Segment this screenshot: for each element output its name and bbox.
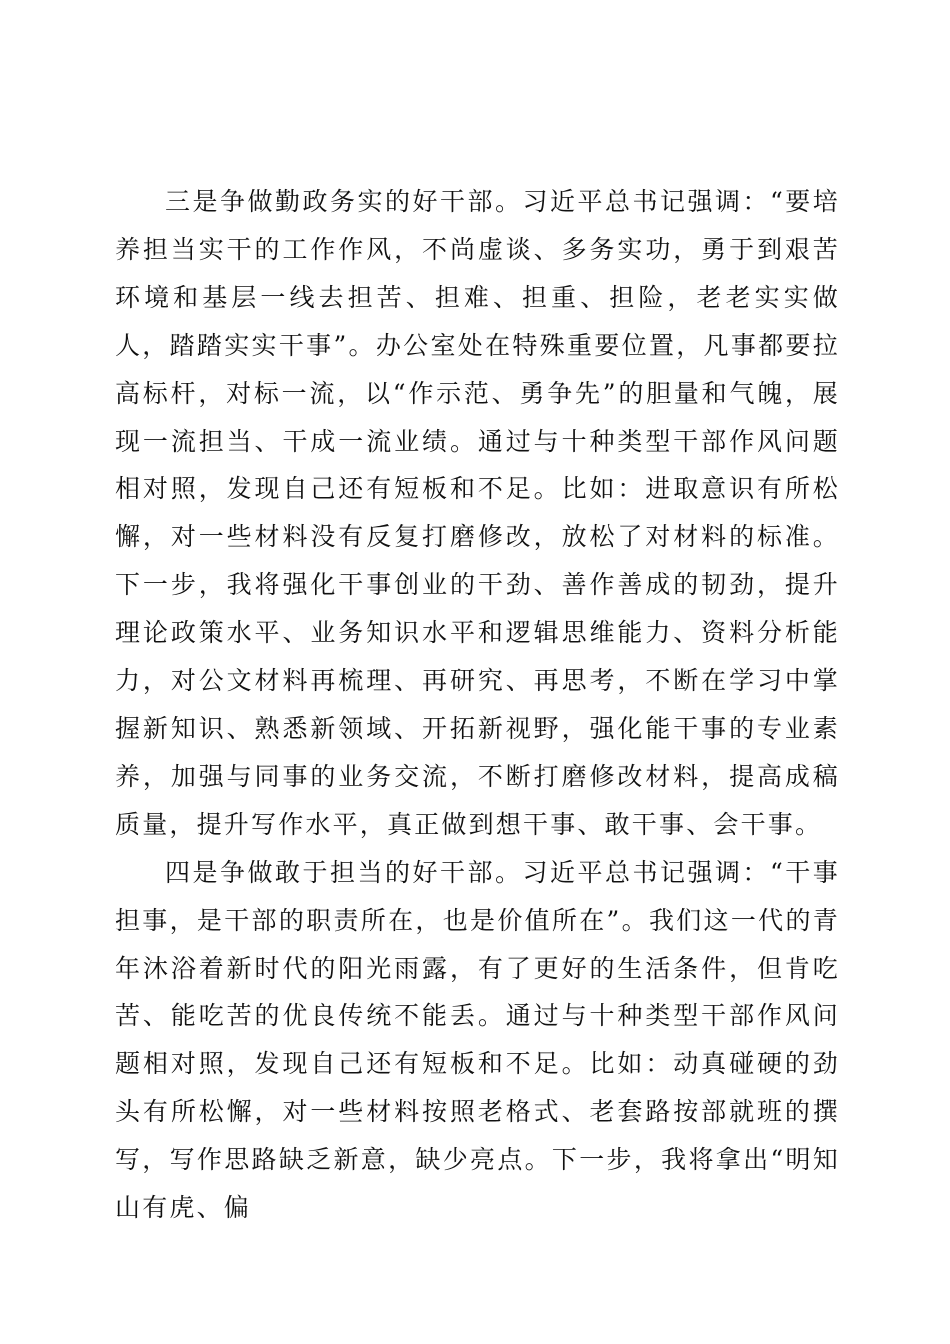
paragraph-three: 三是争做勤政务实的好干部。习近平总书记强调：“要培养担当实干的工作作风，不尚虚谈、多务实功，勇于到艰苦环境和基层一线去担苦、担难、担重、担险，老老实实做人，踏踏实实干事”。办公室处在特殊重要位置，凡事都要拉高标杆，对标一流，以“作示范、勇争先”的胆量和气魄，展现一流担当、干成一流业绩。通过与十种类型干部作风问题相对照，发现自己还有短板和不足。比如：进取意识有所松懈，对一些材料没有反复打磨修改，放松了对材料的标准。下一步，我将强化干事创业的干劲、善作善成的韧劲，提升理论政策水平、业务知识水平和逻辑思维能力、资料分析能力，对公文材料再梳理、再研究、再思考，不断在学习中掌握新知识、熟悉新领域、开拓新视野，强化能干事的专业素养，加强与同事的业务交流，不断打磨修改材料，提高成稿质量，提升写作水平，真正做到想干事、敢干事、会干事。 — [115, 187, 840, 839]
document-body — [115, 178, 840, 1232]
paragraph-four: 四是争做敢于担当的好干部。习近平总书记强调：“干事担事，是干部的职责所在，也是价值所在”。我们这一代的青年沐浴着新时代的阳光雨露，有了更好的生活条件，但肯吃苦、能吃苦的优良传统不能丢。通过与十种类型干部作风问题相对照，发现自己还有短板和不足。比如：动真碰硬的劲头有所松懈，对一些材料按照老格式、老套路按部就班的撰写，写作思路缺乏新意，缺少亮点。下一步，我将拿出“明知山有虎、偏 — [115, 857, 840, 1223]
